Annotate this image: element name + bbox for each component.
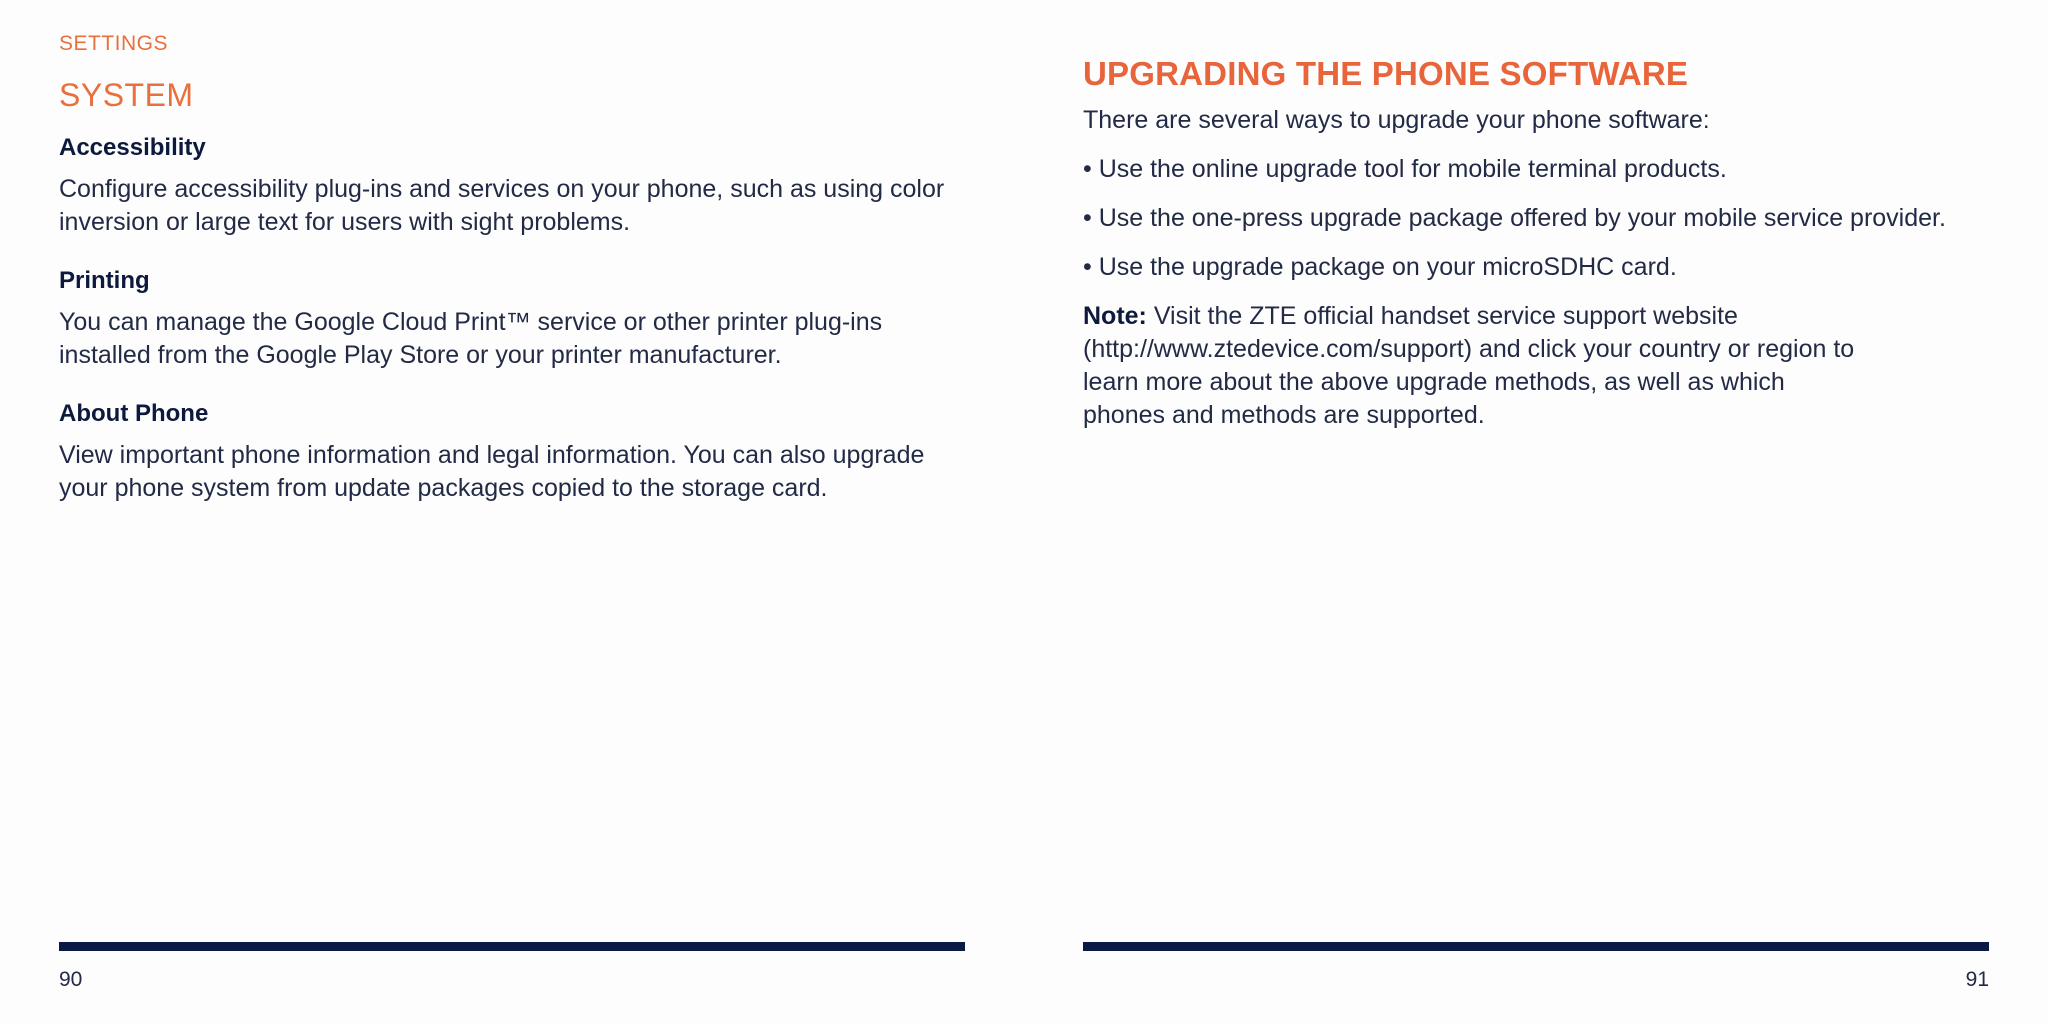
- accessibility-heading: Accessibility: [59, 134, 206, 161]
- section-kicker: SETTINGS: [59, 32, 169, 55]
- list-item: • Use the upgrade package on your microSDHC card.: [1083, 253, 1677, 281]
- right-page: [1083, 0, 1989, 1024]
- about-phone-body: View important phone information and legal information. You can also upgrade your phone system from update packages copied to the storage card.: [59, 441, 925, 502]
- note-text: Visit the ZTE official handset service support website (http://www.ztedevice.com/support) and click your country or region to learn more about the above upgrade methods, as well as which phones and methods are supported.: [1083, 302, 1855, 429]
- page-number: 90: [59, 968, 83, 991]
- upgrade-intro: There are several ways to upgrade your phone software:: [1083, 106, 1710, 134]
- note-label: Note:: [1083, 302, 1147, 330]
- footer-rule: [59, 942, 965, 951]
- footer-rule: [1083, 942, 1989, 951]
- accessibility-body: Configure accessibility plug-ins and services on your phone, such as using color inversion or large text for users with sight problems.: [59, 175, 945, 236]
- left-page: [59, 0, 965, 1024]
- list-item: • Use the online upgrade tool for mobile terminal products.: [1083, 155, 1727, 183]
- upgrade-content: [1083, 104, 1989, 432]
- printing-heading: Printing: [59, 267, 150, 294]
- upgrade-heading: UPGRADING THE PHONE SOFTWARE: [1083, 55, 1689, 92]
- printing-body: You can manage the Google Cloud Print™ service or other printer plug-ins installed from the Google Play Store or your printer manufacturer.: [59, 308, 883, 369]
- page-number: 91: [1965, 968, 1989, 991]
- system-sections: [59, 132, 965, 531]
- note-paragraph: [1083, 300, 1863, 432]
- upgrade-methods-list: [1083, 153, 1989, 284]
- section-title: SYSTEM: [59, 77, 194, 113]
- about-phone-heading: About Phone: [59, 400, 209, 427]
- list-item: • Use the one-press upgrade package offered by your mobile service provider.: [1083, 204, 1946, 232]
